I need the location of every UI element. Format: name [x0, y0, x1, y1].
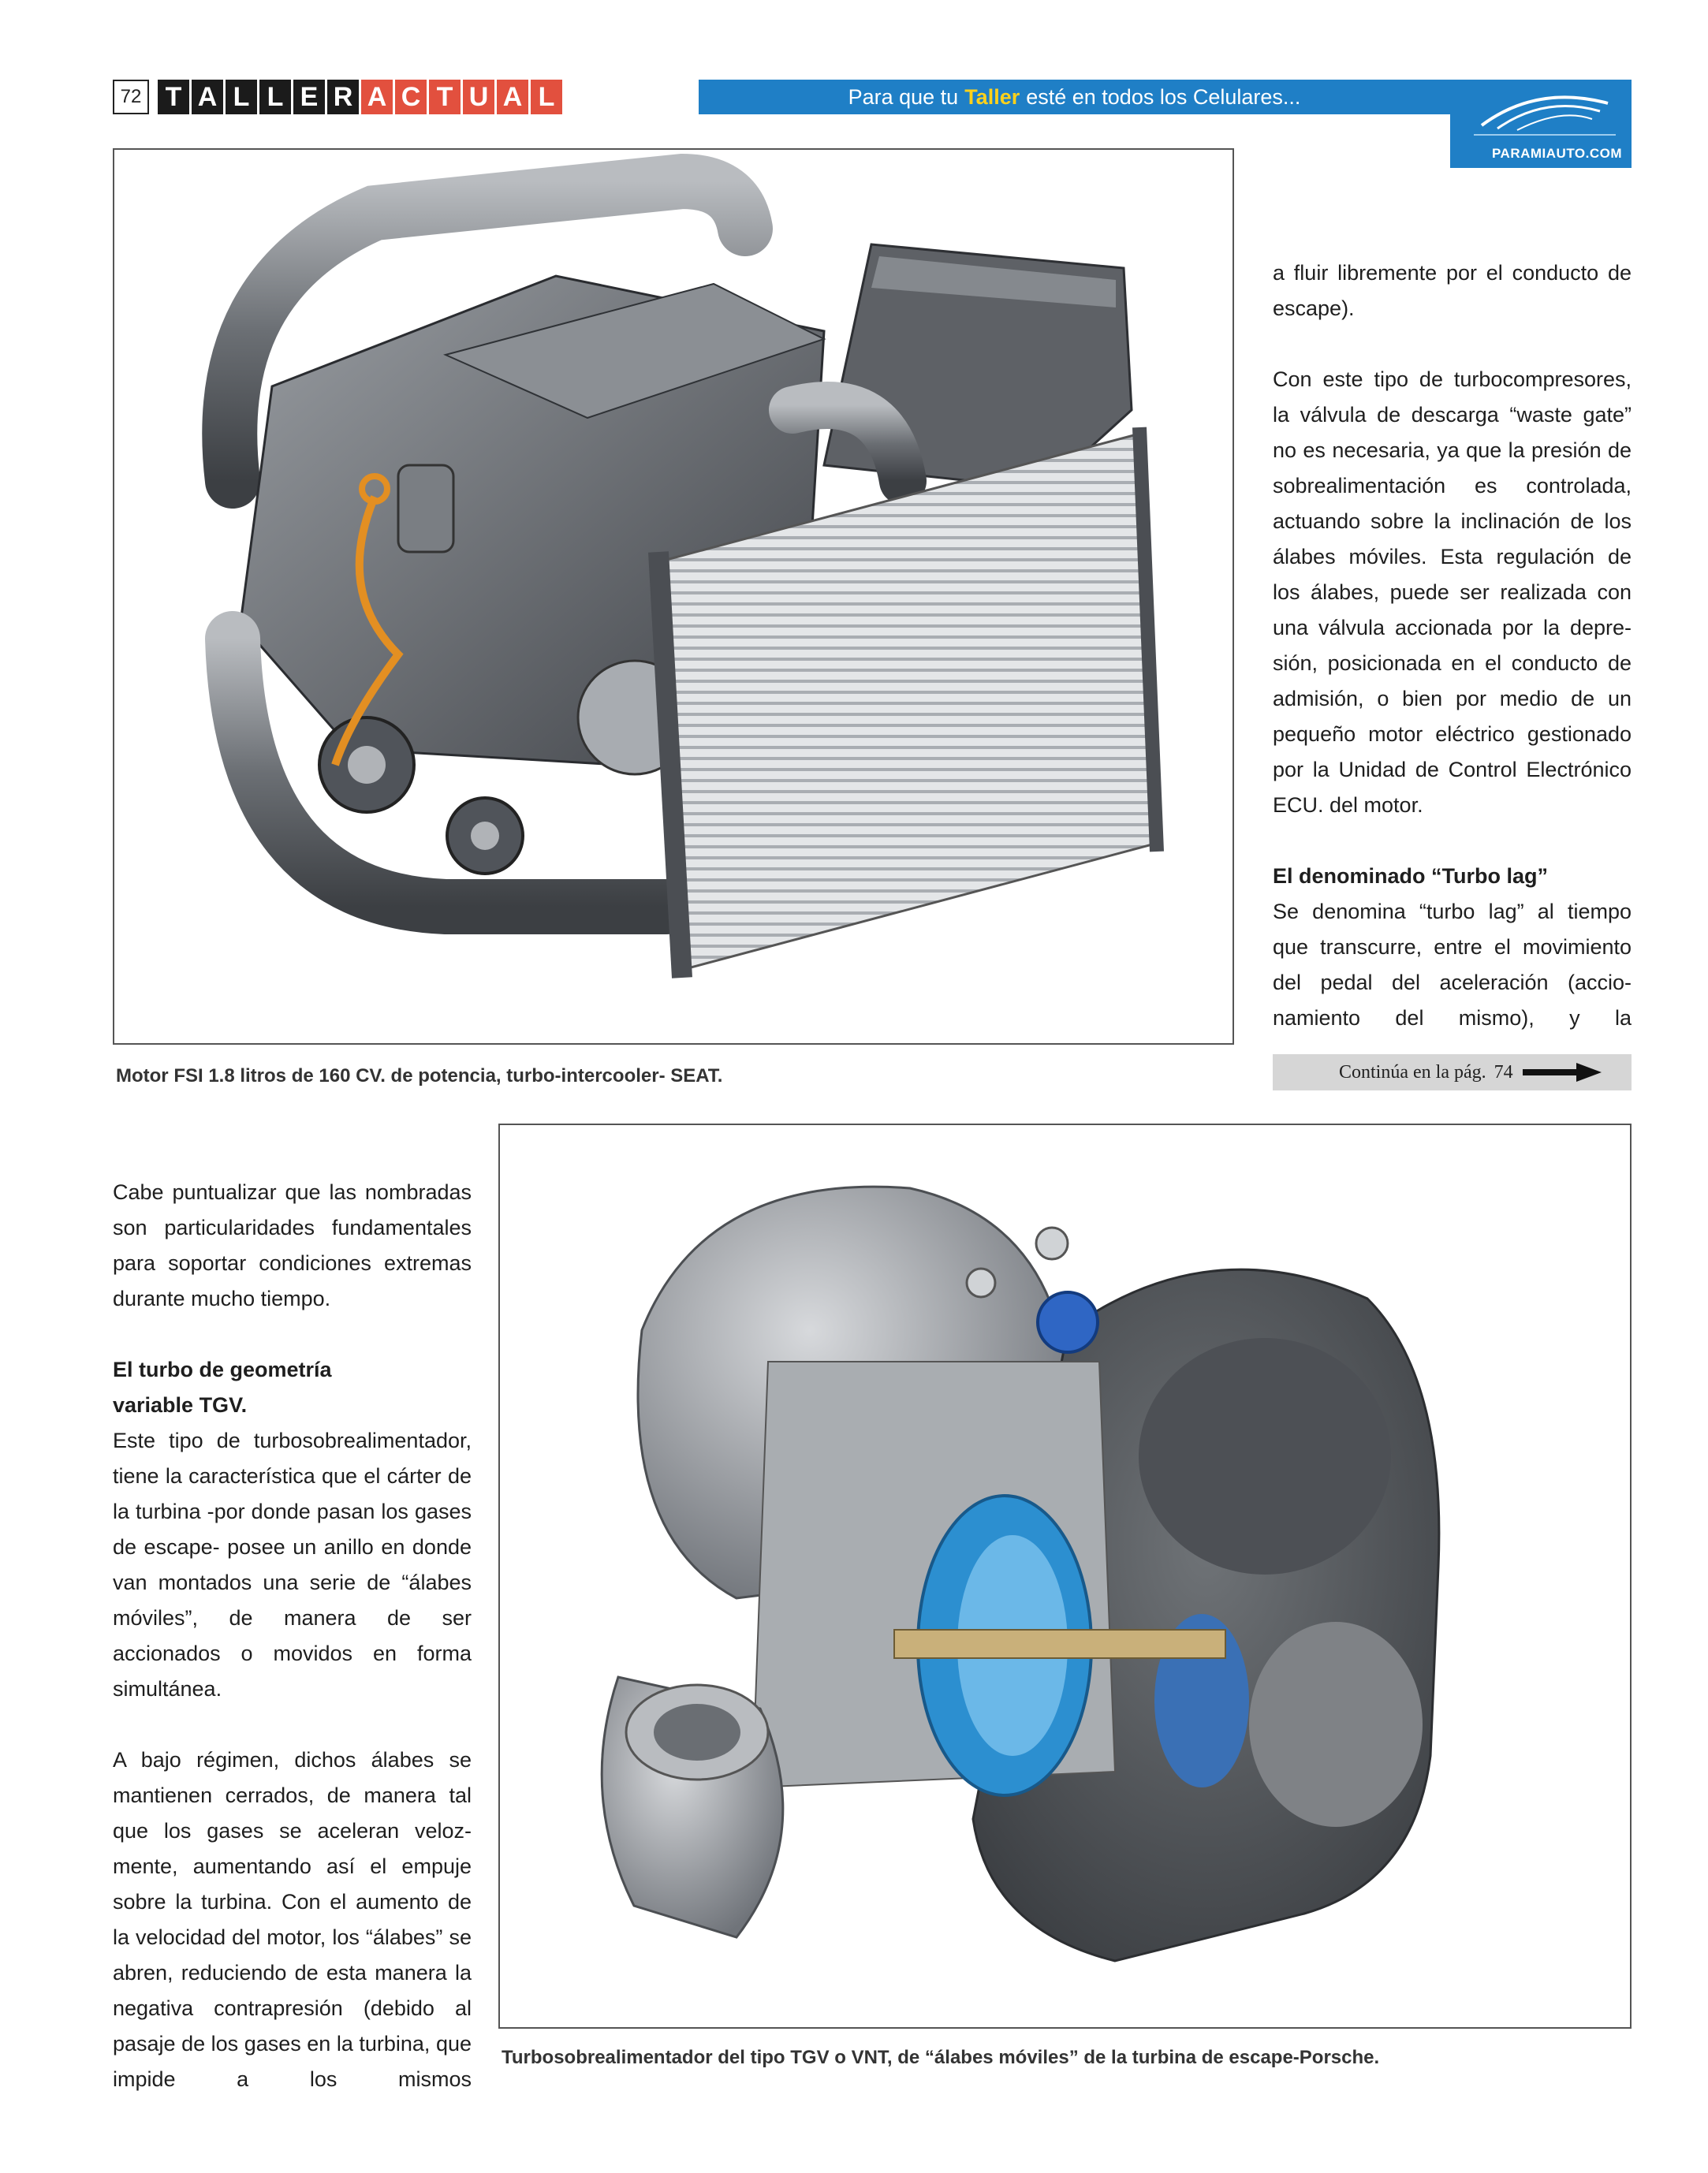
site-logo[interactable] [1450, 80, 1632, 168]
logo-letter: E [293, 80, 325, 114]
logo-letter: U [463, 80, 494, 114]
engine-caption: Motor FSI 1.8 litros de 160 CV. de potencia, turbo-intercooler- SEAT. [116, 1065, 723, 1086]
page-number: 72 [113, 80, 149, 114]
logo-letter: L [259, 80, 291, 114]
right-text-column [1273, 255, 1632, 1036]
logo-letter: R [327, 80, 359, 114]
section-heading-line: El turbo de geometría [113, 1358, 332, 1381]
paragraph: Cabe puntualizar que las nombradas son particularidades fundamentales para soportar condiciones extremas durante mucho tiempo. [113, 1180, 472, 1310]
tagline-suffix: esté en todos los Celulares... [1026, 84, 1301, 109]
logo-letter: C [395, 80, 427, 114]
turbo-illustration [498, 1124, 1632, 2029]
turbo-caption: Turbosobrealimentador del tipo TGV o VNT, de “álabes móviles” de la turbina de escape-Porsche. [502, 2047, 1380, 2068]
continue-text: Continúa en la pág. [1339, 1061, 1486, 1083]
tagline-prefix: Para que tu [848, 84, 959, 109]
section-heading: El denominado “Turbo lag” [1273, 864, 1548, 888]
logo-letter: A [192, 80, 223, 114]
paragraph: Con este tipo de turbocompresores, la válvula de descarga “waste gate” no es necesaria, ya que la presión de sobrealimentación es controlada, actuando sobre la inclinación de los álabes móviles. Esta regulación de los álabes, puede ser realizada con una válvula accionada por la depresión, posicionada en el conducto de admisión, o bien por medio de un pequeño motor eléctrico gestionado por la Unidad de Control Electrónico ECU. del motor. [1273, 367, 1632, 817]
logo-letter: T [158, 80, 189, 114]
logo-letter: L [226, 80, 257, 114]
site-url: PARAMIAUTO.COM [1491, 146, 1622, 161]
tagline-highlight: Taller [964, 84, 1020, 109]
logo-letter: A [361, 80, 393, 114]
continue-note[interactable] [1273, 1054, 1632, 1090]
continue-page: 74 [1494, 1061, 1513, 1083]
engine-illustration [113, 148, 1234, 1045]
logo-letter: T [429, 80, 461, 114]
logo-letter: A [497, 80, 528, 114]
logo-letter: L [531, 80, 562, 114]
arrow-right-icon [1523, 1063, 1602, 1082]
left-text-column [113, 1175, 472, 2097]
magazine-logo [158, 80, 562, 114]
engine-image [114, 150, 1233, 1043]
section-heading-line: variable TGV. [113, 1393, 248, 1417]
car-swoosh-icon [1450, 80, 1632, 143]
paragraph: a fluir libremente por el conducto de escape). [1273, 261, 1632, 320]
paragraph: A bajo régimen, dichos álabes se mantienen cerrados, de manera tal que los gases se aceleran velozmente, aumentando así el empuje sobre la turbina. Con el aumento de la velocidad del motor, los “álabes” se abren, reduciendo de esta manera la negativa contrapresión (debido al pasaje de los gases en la turbina, que impide a los mismos [113, 1748, 472, 2091]
paragraph: Se denomina “turbo lag” al tiempo que transcurre, entre el movimiento del pedal del aceleración (accionamiento del mismo), y la [1273, 900, 1632, 1030]
paragraph: Este tipo de turbosobrealimentador, tiene la característica que el cárter de la turbina -por donde pasan los gases de escape- posee un anillo en donde van montados una serie de “álabes móviles”, de manera de ser accionados o movidos en forma simultánea. [113, 1429, 472, 1701]
turbo-image [500, 1125, 1630, 2027]
